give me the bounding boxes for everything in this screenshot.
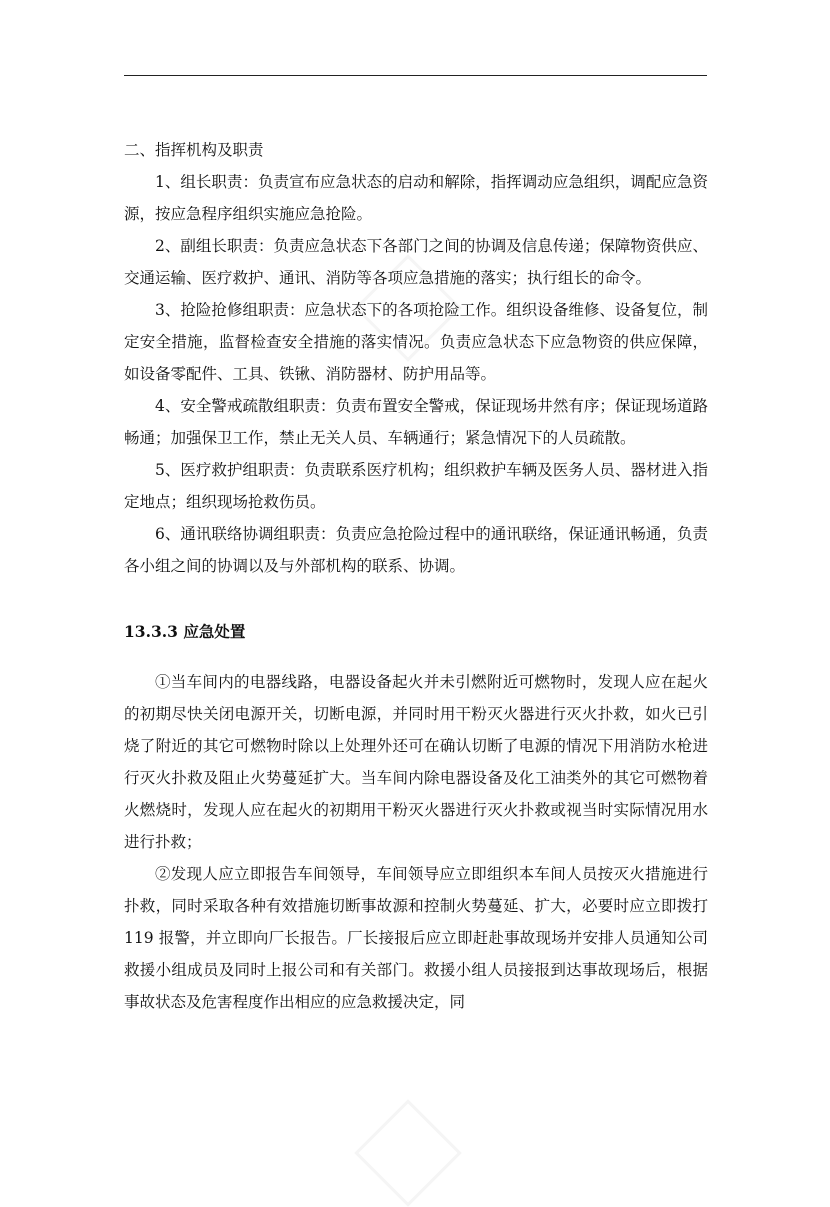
paragraph-electrical-fire-procedure: ①当车间内的电器线路，电器设备起火并未引燃附近可燃物时，发现人应在起火的初期尽快关闭电源开关，切断电源，并同时用干粉灭火器进行灭火扑救，如火已引烧了附近的其它可燃物时除以上处理外还可在确认切断了电源的情况下用消防水枪进行灭火扑救及阻止火势蔓延扩大。当车间内除电器设备及化工油类外的其它可燃物着火燃烧时，发现人应在起火的初期用干粉灭火器进行灭火扑救或视当时实际情况用水进行扑救； (124, 673, 708, 851)
paragraph-reporting-procedure: ②发现人应立即报告车间领导，车间领导应立即组织本车间人员按灭火措施进行扑救，同时采取各种有效措施切断事故源和控制火势蔓延、扩大，必要时应立即拨打 119 报警，并立即向厂长报告。厂长接报后应立即赶赴事故现场并安排人员通知公司救援小组成员及同时上报公司和有关部门。救援小组人员接报到达事故现场后，根据事故状态及危害程度作出相应的应急救援决定，同 (124, 865, 708, 1011)
paragraph-rescue-repair-duties: 3、抢险抢修组职责：应急状态下的各项抢险工作。组织设备维修、设备复位，制定安全措施，监督检查安全措施的落实情况。负责应急状态下应急物资的供应保障，如设备零配件、工具、铁锹、消防器材、防护用品等。 (124, 301, 708, 383)
document-body (124, 134, 708, 1018)
paragraph-leader-duties: 1、组长职责：负责宣布应急状态的启动和解除，指挥调动应急组织，调配应急资源，按应急程序组织实施应急抢险。 (124, 173, 708, 223)
subsection-heading: 13.3.3 应急处置 (124, 622, 246, 641)
paragraph-security-evacuation-duties: 4、安全警戒疏散组职责：负责布置安全警戒，保证现场井然有序；保证现场道路畅通；加强保卫工作，禁止无关人员、车辆通行；紧急情况下的人员疏散。 (124, 397, 708, 447)
paragraph-deputy-leader-duties: 2、副组长职责：负责应急状态下各部门之间的协调及信息传递；保障物资供应、交通运输、医疗救护、通讯、消防等各项应急措施的落实；执行组长的命令。 (124, 237, 708, 287)
paragraph-medical-rescue-duties: 5、医疗救护组职责：负责联系医疗机构；组织救护车辆及医务人员、器材进入指定地点；组织现场抢救伤员。 (124, 461, 708, 511)
spacer (124, 582, 708, 616)
spacer (124, 648, 708, 666)
paragraph-communication-duties: 6、通讯联络协调组职责：负责应急抢险过程中的通讯联络，保证通讯畅通，负责各小组之间的协调以及与外部机构的联系、协调。 (124, 525, 708, 575)
header-rule (124, 75, 707, 76)
watermark-mark (354, 1099, 461, 1206)
section-heading: 二、指挥机构及职责 (124, 141, 264, 159)
